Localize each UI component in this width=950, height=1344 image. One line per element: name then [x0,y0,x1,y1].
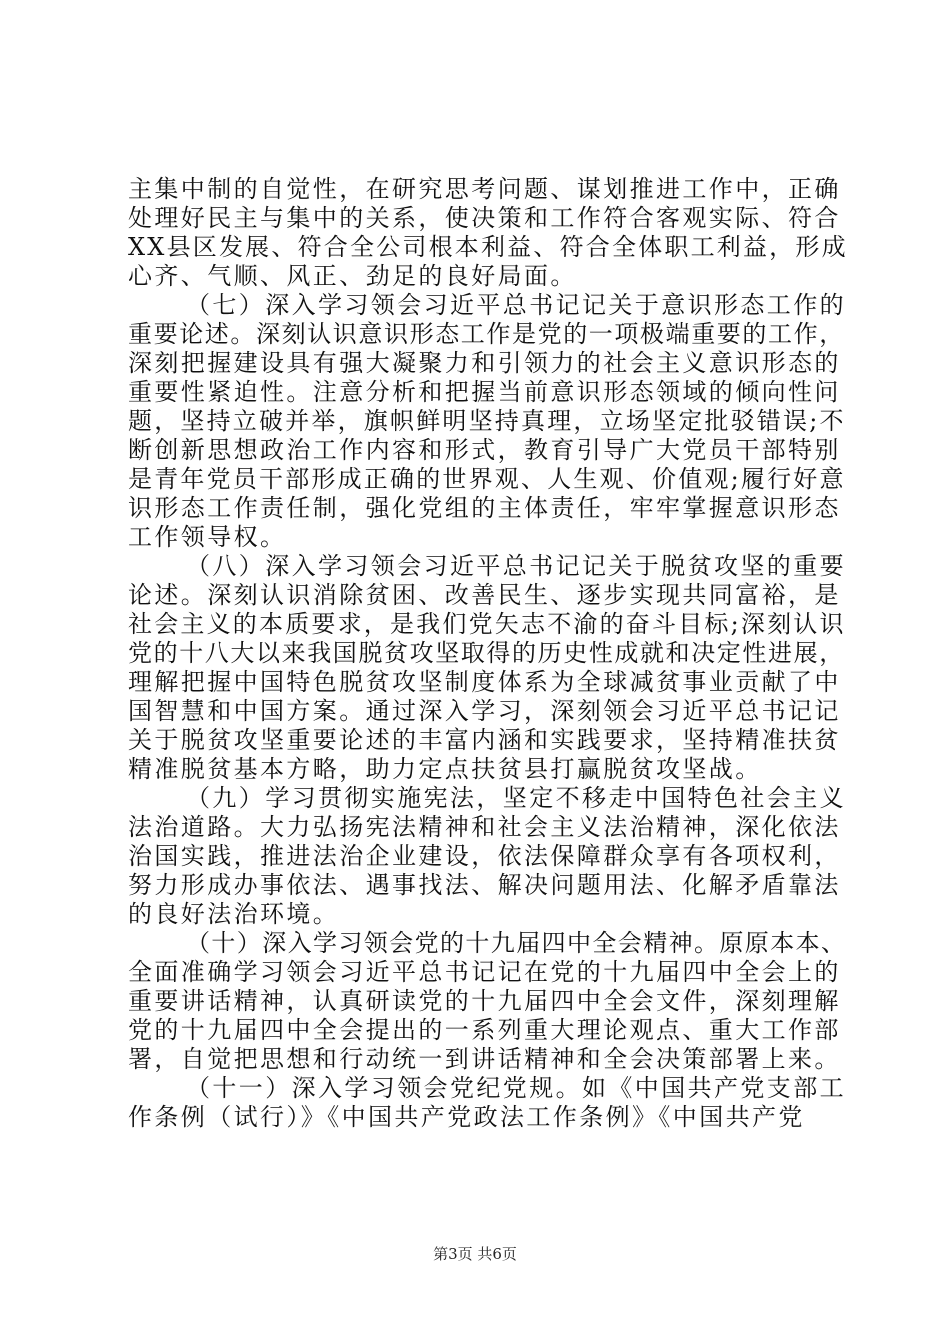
text-line: 精准脱贫基本方略，助力定点扶贫县打赢脱贫攻坚战。 [128,755,762,783]
paragraph-start-line: （九）学习贯彻实施宪法，坚定不移走中国特色社会主义 [186,784,846,812]
paragraph-start-line: （八）深入学习领会习近平总书记记关于脱贫攻坚的重要 [186,552,846,580]
paragraph-start-line: （十一）深入学习领会党纪党规。如《中国共产党支部工 [186,1074,846,1102]
text-line: 党的十八大以来我国脱贫攻坚取得的历史性成就和决定性进展， [128,639,845,667]
paragraph-start-line: （七）深入学习领会习近平总书记记关于意识形态工作的 [186,291,846,319]
text-line: 工作领导权。 [128,523,287,551]
text-line: 深刻把握建设具有强大凝聚力和引领力的社会主义意识形态的 [128,349,841,377]
text-line: 论述。深刻认识消除贫困、改善民生、逐步实现共同富裕，是 [128,581,841,609]
text-line: XX县区发展、符合全公司根本利益、符合全体职工利益，形成 [128,233,848,261]
text-line: 是青年党员干部形成正确的世界观、人生观、价值观;履行好意 [128,465,846,493]
text-line: 署，自觉把思想和行动统一到讲话精神和全会决策部署上来。 [128,1045,841,1073]
text-line: 关于脱贫攻坚重要论述的丰富内涵和实践要求，坚持精准扶贫 [128,726,841,754]
text-line: 党的十九届四中全会提出的一系列重大理论观点、重大工作部 [128,1016,841,1044]
page-footer: 第3页 共6页 [433,1245,517,1263]
text-line: 重要讲话精神，认真研读党的十九届四中全会文件，深刻理解 [128,987,841,1015]
text-line: 努力形成办事依法、遇事找法、解决问题用法、化解矛盾靠法 [128,871,841,899]
text-line: 识形态工作责任制，强化党组的主体责任，牢牢掌握意识形态 [128,494,841,522]
text-line: 处理好民主与集中的关系，使决策和工作符合客观实际、符合 [128,204,841,232]
text-line: 的良好法治环境。 [128,900,340,928]
text-line: 法治道路。大力弘扬宪法精神和社会主义法治精神，深化依法 [128,813,841,841]
text-line: 治国实践，推进法治企业建设，依法保障群众享有各项权利， [128,842,841,870]
text-line: 国智慧和中国方案。通过深入学习，深刻领会习近平总书记记 [128,697,841,725]
body-text [128,175,848,1132]
text-line: 社会主义的本质要求，是我们党矢志不渝的奋斗目标;深刻认识 [128,610,846,638]
paragraph-start-line: （十）深入学习领会党的十九届四中全会精神。原原本本、 [186,929,847,957]
text-line: 题，坚持立破并举，旗帜鲜明坚持真理，立场坚定批驳错误;不 [128,407,846,435]
text-line: 断创新思想政治工作内容和形式，教育引导广大党员干部特别 [128,436,841,464]
text-line: 全面准确学习领会习近平总书记记在党的十九届四中全会上的 [128,958,841,986]
text-line: 重要性紧迫性。注意分析和把握当前意识形态领域的倾向性问 [128,378,841,406]
text-line: 作条例（试行）》《中国共产党政法工作条例》《中国共产党 [128,1103,805,1131]
text-line: 主集中制的自觉性，在研究思考问题、谋划推进工作中，正确 [128,175,841,203]
text-line: 重要论述。深刻认识意识形态工作是党的一项极端重要的工作， [128,320,845,348]
text-line: 理解把握中国特色脱贫攻坚制度体系为全球减贫事业贡献了中 [128,668,841,696]
text-line: 心齐、气顺、风正、劲足的良好局面。 [128,262,577,290]
